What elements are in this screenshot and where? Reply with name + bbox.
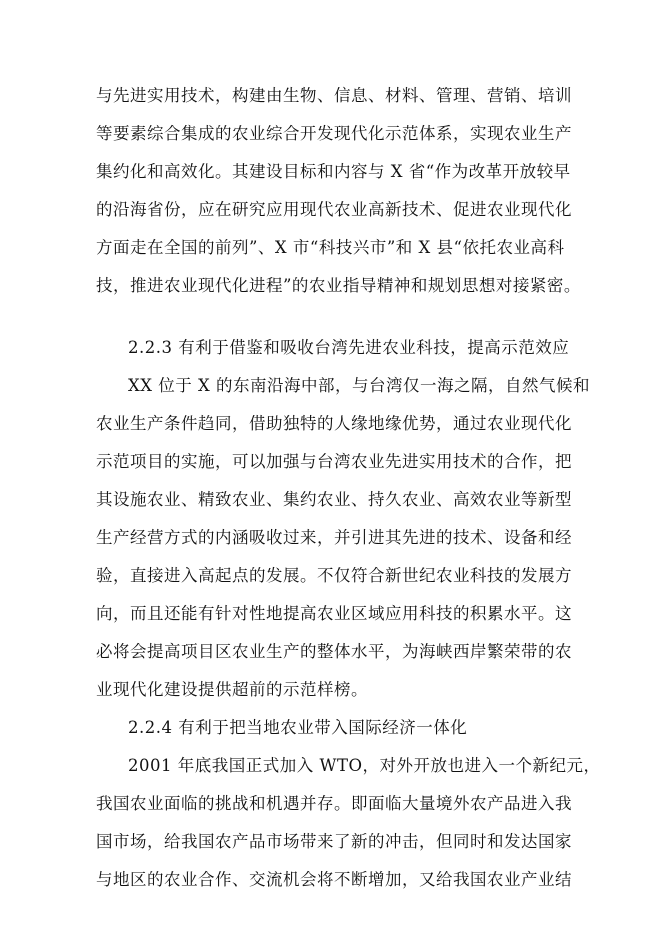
paragraph-line: 农业生产条件趋同，借助独特的人缘地缘优势，通过农业现代化 bbox=[96, 414, 572, 433]
paragraph-line: 与先进实用技术，构建由生物、信息、材料、管理、营销、培训 bbox=[96, 86, 572, 105]
paragraph-line: 生产经营方式的内涵吸收过来，并引进其先进的技术、设备和经 bbox=[96, 528, 572, 547]
paragraph-line: 的沿海省份，应在研究应用现代农业高新技术、促进农业现代化 bbox=[96, 200, 572, 219]
section-heading: 2.2.4 有利于把当地农业带入国际经济一体化 bbox=[128, 718, 468, 737]
paragraph-line: 验，直接进入高起点的发展。不仅符合新世纪农业科技的发展方 bbox=[96, 566, 572, 585]
paragraph-line: 等要素综合集成的农业综合开发现代化示范体系，实现农业生产 bbox=[96, 124, 572, 143]
paragraph-line: 示范项目的实施，可以加强与台湾农业先进实用技术的合作，把 bbox=[96, 452, 572, 471]
paragraph-line: 其设施农业、精致农业、集约农业、持久农业、高效农业等新型 bbox=[96, 490, 572, 509]
paragraph-line: 集约化和高效化。其建设目标和内容与 X 省“作为改革开放较早 bbox=[96, 162, 571, 181]
paragraph-line: XX 位于 X 的东南沿海中部，与台湾仅一海之隔，自然气候和 bbox=[128, 376, 590, 395]
paragraph-line: 必将会提高项目区农业生产的整体水平，为海峡西岸繁荣带的农 bbox=[96, 642, 572, 661]
paragraph-line: 2001 年底我国正式加入 WTO，对外开放也进入一个新纪元， bbox=[128, 756, 601, 775]
paragraph-line: 国市场，给我国农产品市场带来了新的冲击，但同时和发达国家 bbox=[96, 832, 572, 851]
paragraph-line: 向，而且还能有针对性地提高农业区域应用科技的积累水平。这 bbox=[96, 604, 572, 623]
paragraph-line: 我国农业面临的挑战和机遇并存。即面临大量境外农产品进入我 bbox=[96, 794, 572, 813]
paragraph-line: 业现代化建设提供超前的示范样榜。 bbox=[96, 680, 368, 699]
paragraph-line: 技，推进农业现代化进程”的农业指导精神和规划思想对接紧密。 bbox=[96, 276, 581, 295]
section-heading: 2.2.3 有利于借鉴和吸收台湾先进农业科技，提高示范效应 bbox=[128, 338, 570, 357]
paragraph-line: 与地区的农业合作、交流机会将不断增加，又给我国农业产业结 bbox=[96, 870, 572, 889]
paragraph-line: 方面走在全国的前列”、X 市“科技兴市”和 X 县“依托农业高科 bbox=[96, 238, 565, 257]
